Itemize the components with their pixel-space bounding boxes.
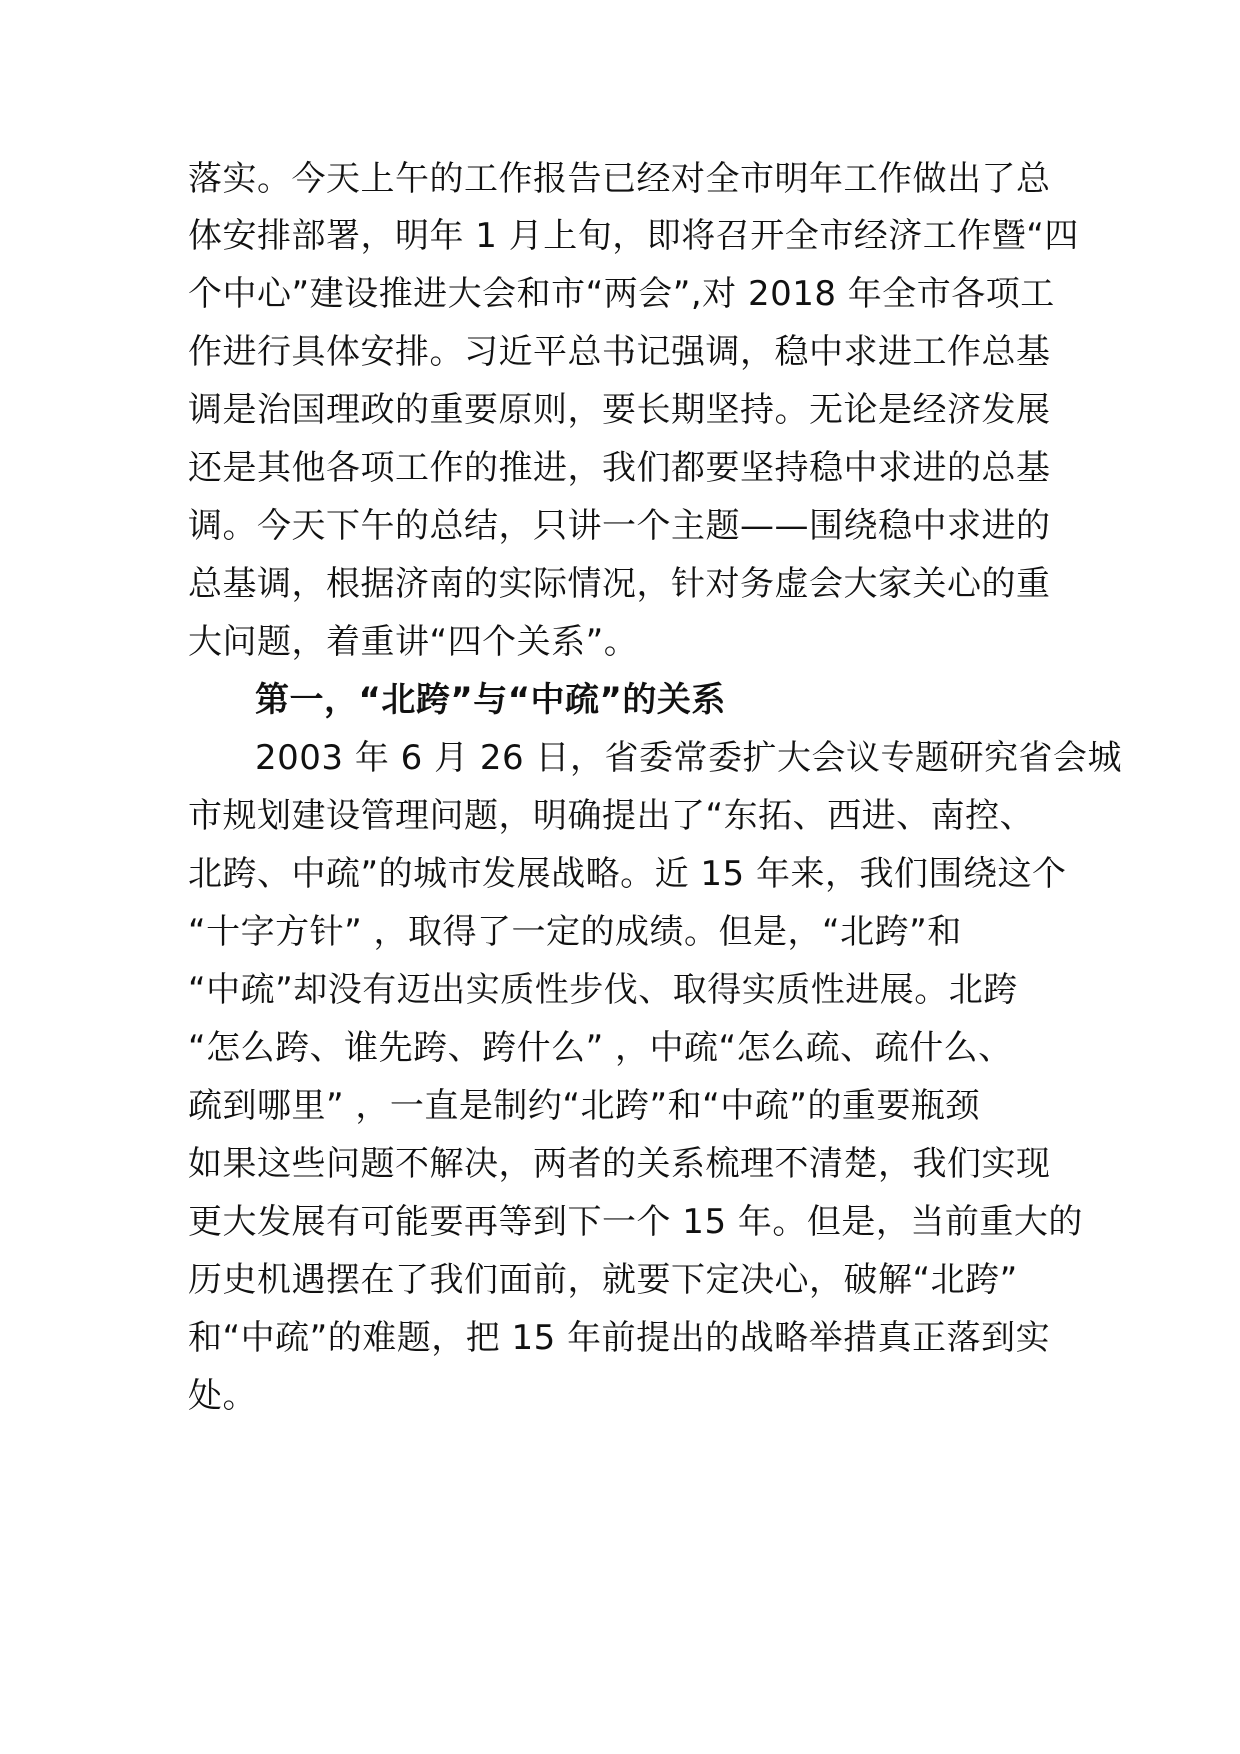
paragraph-line: 2003 年 6 月 26 日，省委常委扩大会议专题研究省会城 (255, 738, 1122, 778)
paragraph-line: 落实。今天上午的工作报告已经对全市明年工作做出了总 (188, 159, 1051, 199)
paragraph-line: 北跨、中疏”的城市发展战略。近 15 年来，我们围绕这个 (188, 854, 1067, 894)
paragraph-line: 还是其他各项工作的推进，我们都要坚持稳中求进的总基 (188, 448, 1051, 488)
paragraph-line: “中疏”却没有迈出实质性步伐、取得实质性进展。北跨 (188, 970, 1018, 1010)
paragraph-line: 个中心”建设推进大会和市“两会”,对 2018 年全市各项工 (188, 274, 1055, 314)
paragraph-line: 历史机遇摆在了我们面前，就要下定决心，破解“北跨” (188, 1260, 1018, 1300)
paragraph-line: 更大发展有可能要再等到下一个 15 年。但是，当前重大的 (188, 1202, 1083, 1242)
paragraph-line: 市规划建设管理问题，明确提出了“东拓、西进、南控、 (188, 796, 1035, 836)
paragraph-line: 体安排部署，明年 1 月上旬，即将召开全市经济工作暨“四 (188, 216, 1079, 256)
paragraph-line: “怎么跨、谁先跨、跨什么” ，中疏“怎么疏、疏什么、 (188, 1028, 1013, 1068)
paragraph-line: “十字方针” ，取得了一定的成绩。但是，“北跨”和 (188, 912, 962, 952)
paragraph-line: 和“中疏”的难题，把 15 年前提出的战略举措真正落到实 (188, 1318, 1051, 1358)
paragraph-line: 调。今天下午的总结，只讲一个主题——围绕稳中求进的 (188, 506, 1051, 546)
section-heading: 第一，“北跨”与“中疏”的关系 (255, 680, 726, 720)
paragraph-line: 疏到哪里” ，一直是制约“北跨”和“中疏”的重要瓶颈 (188, 1086, 980, 1126)
paragraph-line: 作进行具体安排。习近平总书记强调，稳中求进工作总基 (188, 332, 1051, 372)
paragraph-line: 大问题，着重讲“四个关系”。 (188, 622, 639, 662)
paragraph-line: 调是治国理政的重要原则，要长期坚持。无论是经济发展 (188, 390, 1051, 430)
paragraph-line: 总基调，根据济南的实际情况，针对务虚会大家关心的重 (188, 564, 1051, 604)
paragraph-line: 如果这些问题不解决，两者的关系梳理不清楚，我们实现 (188, 1144, 1051, 1184)
paragraph-line: 处。 (188, 1376, 257, 1416)
